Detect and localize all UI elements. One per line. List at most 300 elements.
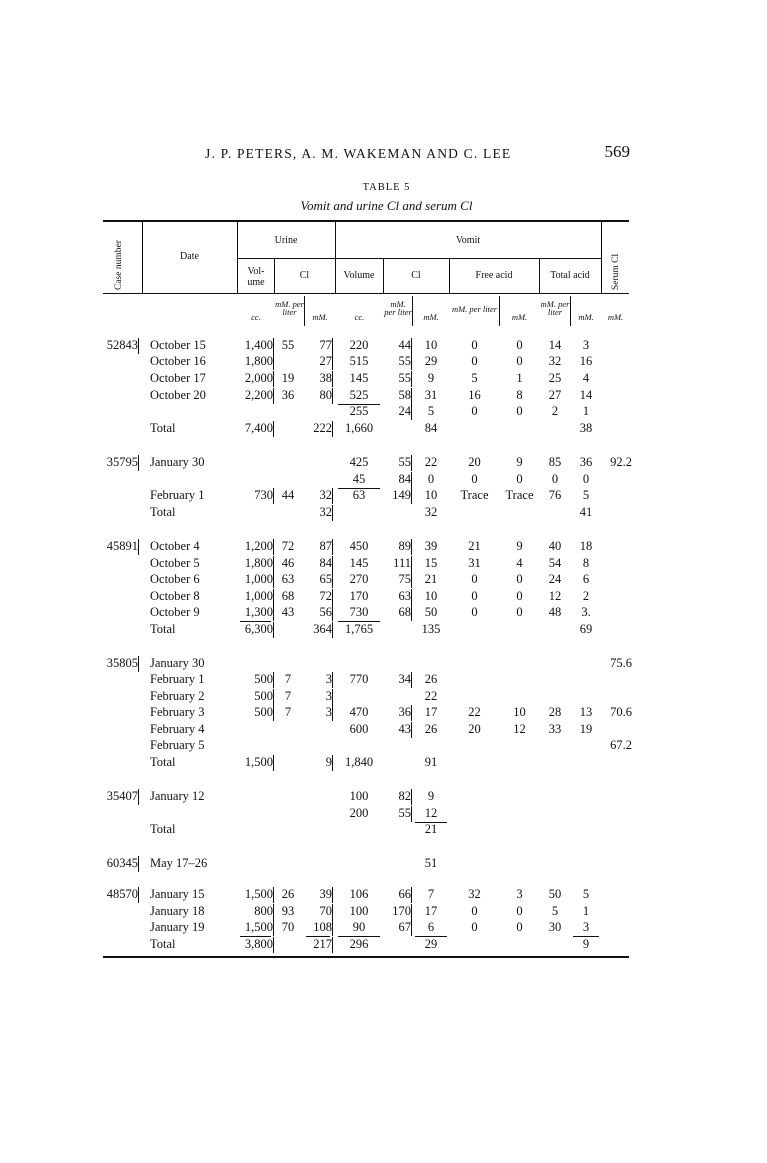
cell-uvol: 7,400 — [244, 421, 273, 435]
cell-rule — [273, 887, 274, 903]
cell-rule — [411, 556, 412, 572]
cell-fa: 8 — [516, 388, 523, 402]
table-row — [0, 572, 767, 588]
cell-rule — [138, 539, 139, 555]
cell-rule — [411, 920, 412, 936]
table-row — [0, 656, 767, 672]
cell-ucl-l: 70 — [281, 920, 295, 934]
cell-ta: 41 — [579, 505, 593, 519]
cell-date: January 12 — [150, 789, 205, 803]
cell-rule — [273, 622, 274, 638]
cell-ta: 6 — [582, 572, 590, 586]
header-serum-cl: Serum Cl — [611, 253, 621, 290]
cell-uvol: 1,000 — [244, 572, 273, 586]
cell-ta-l: 76 — [548, 488, 562, 502]
cell-fa: 9 — [516, 455, 523, 469]
cell-ta-l: 48 — [548, 605, 562, 619]
cell-date: Total — [150, 505, 176, 519]
cell-vcl: 84 — [424, 421, 438, 435]
table-row — [0, 705, 767, 721]
cell-ucl: 32 — [319, 488, 332, 502]
header-vomit: Vomit — [455, 235, 481, 246]
cell-fa-l: 31 — [468, 556, 481, 570]
cell-ucl-l: 72 — [281, 539, 295, 553]
unit-mm: mM. — [607, 312, 624, 322]
cell-ucl: 108 — [313, 920, 332, 934]
cell-ucl-l: 46 — [281, 556, 295, 570]
cell-vcl: 12 — [424, 806, 438, 820]
cell-ucl: 3 — [325, 689, 332, 703]
cell-ta-l: 27 — [548, 388, 562, 402]
cell-rule — [332, 904, 333, 920]
table-row — [0, 605, 767, 621]
cell-ta-l: 2 — [551, 404, 559, 418]
cell-ucl-l: 55 — [281, 338, 295, 352]
cell-ta: 13 — [579, 705, 593, 719]
col-rule — [499, 296, 500, 326]
col-rule — [601, 221, 602, 293]
cell-vcl: 17 — [424, 904, 438, 918]
cell-vcl: 9 — [427, 789, 435, 803]
cell-rule — [273, 388, 274, 404]
cell-ucl: 39 — [319, 887, 332, 901]
col-rule — [335, 221, 336, 293]
cell-rule — [411, 388, 412, 404]
cell-ucl: 70 — [319, 904, 332, 918]
cell-rule — [332, 388, 333, 404]
table-row — [0, 806, 767, 822]
cell-fa-l: 0 — [471, 354, 478, 368]
unit-mm: mM. — [578, 312, 594, 322]
cell-serum: 67.2 — [610, 738, 632, 752]
cell-vvol: 1,660 — [344, 421, 374, 435]
table-row — [0, 488, 767, 504]
cell-ucl-l: 7 — [284, 705, 292, 719]
cell-vcl: 22 — [424, 455, 438, 469]
cell-fa-l: 5 — [471, 371, 478, 385]
cell-rule — [411, 789, 412, 805]
cell-rule — [332, 689, 333, 705]
header-urine: Urine — [274, 235, 298, 246]
cell-rule — [411, 806, 412, 822]
cell-fa: 0 — [516, 338, 523, 352]
cell-vcl-l: 43 — [398, 722, 411, 736]
cell-date: October 5 — [150, 556, 200, 570]
cell-rule — [138, 455, 139, 471]
cell-ta: 18 — [579, 539, 593, 553]
cell-date: Total — [150, 421, 176, 435]
table-row — [0, 622, 767, 638]
cell-vvol: 145 — [349, 556, 369, 570]
cell-fa: 3 — [516, 887, 523, 901]
cell-ucl: 56 — [319, 605, 332, 619]
cell-vcl-l: 89 — [398, 539, 411, 553]
cell-date: May 17–26 — [150, 856, 208, 870]
cell-vcl-l: 55 — [398, 371, 411, 385]
cell-rule — [411, 404, 412, 420]
cell-rule — [273, 937, 274, 953]
cell-case: 45891 — [106, 539, 138, 553]
cell-case: 35407 — [106, 789, 138, 803]
cell-fa-l: 0 — [471, 904, 478, 918]
cell-date: Total — [150, 822, 176, 836]
cell-date: January 30 — [150, 455, 205, 469]
cell-ta: 36 — [579, 455, 593, 469]
table-caption: Vomit and urine Cl and serum Cl — [300, 198, 473, 213]
cell-ta-l: 25 — [548, 371, 562, 385]
header-free-acid: Free acid — [475, 270, 513, 281]
cell-rule — [332, 622, 333, 638]
cell-fa: 1 — [516, 371, 523, 385]
cell-rule — [332, 937, 333, 953]
cell-fa-l: 22 — [468, 705, 481, 719]
cell-vcl-l: 67 — [398, 920, 411, 934]
cell-ucl-l: 43 — [281, 605, 295, 619]
cell-vvol: 270 — [349, 572, 369, 586]
cell-rule — [332, 572, 333, 588]
cell-fa-l: 0 — [471, 572, 478, 586]
cell-uvol: 730 — [254, 488, 273, 502]
header-rule — [103, 293, 629, 294]
cell-rule — [273, 338, 274, 354]
table-row — [0, 388, 767, 404]
cell-ta-l: 24 — [548, 572, 562, 586]
cell-date: January 19 — [150, 920, 205, 934]
cell-vcl: 31 — [424, 388, 438, 402]
cell-vcl: 5 — [427, 404, 435, 418]
cell-vvol: 470 — [349, 705, 369, 719]
cell-fa-l: 0 — [471, 472, 478, 486]
cell-vcl-l: 82 — [398, 789, 411, 803]
cell-vcl: 15 — [424, 556, 438, 570]
table-row — [0, 404, 767, 420]
table-top-rule — [103, 220, 629, 222]
cell-rule — [273, 539, 274, 555]
cell-uvol: 3,800 — [244, 937, 273, 951]
cell-uvol: 1,200 — [244, 539, 273, 553]
cell-ucl: 87 — [319, 539, 332, 553]
cell-ta: 3 — [582, 338, 590, 352]
cell-vcl-l: 34 — [398, 672, 411, 686]
cell-vcl: 29 — [424, 354, 438, 368]
cell-fa: 0 — [516, 589, 523, 603]
cell-vcl: 91 — [424, 755, 438, 769]
cell-uvol: 500 — [254, 689, 273, 703]
cell-rule — [411, 705, 412, 721]
running-header-authors: J. P. PETERS, A. M. WAKEMAN AND C. LEE — [205, 146, 512, 161]
cell-ta-l: 14 — [548, 338, 562, 352]
table-row — [0, 738, 767, 754]
cell-vcl-l: 66 — [398, 887, 411, 901]
cell-vcl: 7 — [427, 887, 435, 901]
cell-vvol: 730 — [349, 605, 369, 619]
table-row — [0, 722, 767, 738]
table-row — [0, 354, 767, 370]
cell-vcl: 10 — [424, 589, 438, 603]
cell-fa: 0 — [516, 920, 523, 934]
cell-vcl: 51 — [424, 856, 438, 870]
cell-fa-l: 0 — [471, 589, 478, 603]
cell-rule — [411, 338, 412, 354]
cell-vvol: 200 — [349, 806, 369, 820]
table-row — [0, 556, 767, 572]
cell-vvol: 1,765 — [344, 622, 374, 636]
cell-vcl-l: 36 — [398, 705, 411, 719]
cell-ucl: 77 — [319, 338, 332, 352]
table-row — [0, 789, 767, 805]
header-case-number: Case number — [114, 240, 124, 290]
cell-rule — [332, 338, 333, 354]
table-row — [0, 472, 767, 488]
cell-date: October 9 — [150, 605, 200, 619]
cell-ta-l: 30 — [548, 920, 562, 934]
table-row — [0, 672, 767, 688]
cell-rule — [273, 488, 274, 504]
table-row — [0, 505, 767, 521]
cell-ta: 5 — [582, 488, 590, 502]
cell-rule — [273, 589, 274, 605]
cell-rule — [273, 920, 274, 936]
cell-ta-l: 12 — [548, 589, 562, 603]
cell-ucl-l: 93 — [281, 904, 295, 918]
header-vomit-volume: Volume — [343, 270, 375, 281]
cell-date: October 15 — [150, 338, 206, 352]
cell-vcl-l: 68 — [398, 605, 411, 619]
cell-uvol: 1,800 — [244, 354, 273, 368]
cell-vvol: 1,840 — [344, 755, 374, 769]
cell-ucl: 217 — [313, 937, 332, 951]
cell-rule — [273, 371, 274, 387]
unit-cc: cc. — [251, 312, 261, 322]
col-rule — [412, 296, 413, 326]
cell-vcl: 6 — [427, 920, 435, 934]
cell-ucl-l: 19 — [281, 371, 295, 385]
cell-uvol: 1,400 — [244, 338, 273, 352]
header-urine-volume: Vol-ume — [247, 266, 265, 288]
cell-ucl: 364 — [313, 622, 332, 636]
cell-vcl: 10 — [424, 338, 438, 352]
cell-rule — [332, 354, 333, 370]
cell-rule — [411, 887, 412, 903]
cell-rule — [273, 556, 274, 572]
cell-vcl-l: 111 — [393, 556, 411, 570]
cell-vcl: 26 — [424, 672, 438, 686]
table-bottom-rule — [103, 956, 629, 958]
cell-date: February 5 — [150, 738, 205, 752]
cell-vcl-l: 149 — [392, 488, 411, 502]
cell-ucl-l: 44 — [281, 488, 295, 502]
cell-rule — [332, 605, 333, 621]
table-row — [0, 338, 767, 354]
cell-ta-l: 5 — [551, 904, 559, 918]
table-row — [0, 920, 767, 936]
cell-vcl: 26 — [424, 722, 438, 736]
cell-ucl: 84 — [319, 556, 332, 570]
col-rule — [570, 296, 571, 326]
cell-uvol: 500 — [254, 705, 273, 719]
cell-vvol: 145 — [349, 371, 369, 385]
cell-fa: 0 — [516, 472, 523, 486]
cell-rule — [273, 572, 274, 588]
col-rule — [304, 296, 305, 326]
cell-rule — [411, 455, 412, 471]
cell-ta: 9 — [582, 937, 590, 951]
cell-rule — [273, 354, 274, 370]
cell-vvol: 600 — [349, 722, 369, 736]
cell-uvol: 800 — [254, 904, 273, 918]
cell-ucl: 72 — [319, 589, 332, 603]
cell-vvol: 296 — [349, 937, 369, 951]
cell-rule — [332, 589, 333, 605]
cell-rule — [138, 789, 139, 805]
table-row — [0, 904, 767, 920]
cell-vcl-l: 63 — [398, 589, 411, 603]
cell-fa: 0 — [516, 354, 523, 368]
cell-date: January 18 — [150, 904, 205, 918]
cell-fa-l: Trace — [460, 488, 489, 502]
cell-rule — [411, 354, 412, 370]
cell-rule — [332, 556, 333, 572]
cell-rule — [332, 920, 333, 936]
cell-rule — [411, 539, 412, 555]
cell-date: October 20 — [150, 388, 206, 402]
cell-date: February 1 — [150, 672, 205, 686]
cell-uvol: 500 — [254, 672, 273, 686]
cell-uvol: 1,800 — [244, 556, 273, 570]
table-row — [0, 371, 767, 387]
cell-ucl: 3 — [325, 705, 332, 719]
cell-fa-l: 0 — [471, 338, 478, 352]
cell-ta-l: 54 — [548, 556, 562, 570]
cell-vcl: 29 — [424, 937, 438, 951]
cell-ta: 14 — [579, 388, 593, 402]
cell-rule — [332, 505, 333, 521]
cell-fa: 9 — [516, 539, 523, 553]
cell-ta: 0 — [582, 472, 590, 486]
cell-vcl: 0 — [427, 472, 435, 486]
cell-ta-l: 50 — [548, 887, 562, 901]
cell-serum: 92.2 — [610, 455, 632, 469]
cell-vvol: 770 — [349, 672, 369, 686]
cell-vcl: 32 — [424, 505, 438, 519]
cell-rule — [273, 672, 274, 688]
cell-ucl-l: 7 — [284, 672, 292, 686]
cell-vcl-l: 24 — [398, 404, 411, 418]
cell-ta: 8 — [582, 556, 590, 570]
cell-fa-l: 0 — [471, 605, 478, 619]
header-total-acid: Total acid — [550, 270, 590, 281]
unit-mm-per-liter: mM. per liter — [384, 299, 412, 317]
cell-fa: 0 — [516, 904, 523, 918]
cell-vcl-l: 55 — [398, 354, 411, 368]
cell-vcl: 135 — [421, 622, 441, 636]
cell-fa-l: 20 — [468, 722, 481, 736]
cell-fa: Trace — [505, 488, 534, 502]
cell-vcl-l: 58 — [398, 388, 411, 402]
cell-uvol: 1,300 — [244, 605, 273, 619]
cell-uvol: 1,500 — [244, 920, 273, 934]
cell-rule — [332, 539, 333, 555]
cell-ta: 1 — [582, 904, 590, 918]
cell-rule — [332, 705, 333, 721]
cell-fa: 0 — [516, 404, 523, 418]
unit-mm: mM. — [423, 312, 439, 322]
cell-date: Total — [150, 622, 176, 636]
cell-vvol: 106 — [349, 887, 369, 901]
cell-ta: 4 — [582, 371, 590, 385]
cell-rule — [138, 338, 139, 354]
cell-vvol: 100 — [349, 789, 369, 803]
cell-vcl: 9 — [427, 371, 435, 385]
cell-serum: 70.6 — [610, 705, 632, 719]
table-row — [0, 689, 767, 705]
cell-vcl: 21 — [424, 572, 438, 586]
cell-rule — [273, 904, 274, 920]
cell-ta-l: 28 — [548, 705, 562, 719]
cell-ta: 3 — [582, 920, 590, 934]
cell-vvol: 170 — [349, 589, 369, 603]
cell-rule — [273, 421, 274, 437]
cell-date: January 30 — [150, 656, 205, 670]
cell-vvol: 45 — [352, 472, 366, 486]
unit-mm: mM. — [312, 312, 328, 322]
cell-ta: 19 — [579, 722, 593, 736]
cell-case: 52843 — [106, 338, 138, 352]
cell-ta-l: 32 — [548, 354, 562, 368]
cell-uvol: 1,000 — [244, 589, 273, 603]
cell-ta-l: 33 — [548, 722, 562, 736]
cell-vvol: 255 — [349, 404, 369, 418]
cell-rule — [332, 755, 333, 771]
cell-vvol: 525 — [349, 388, 369, 402]
cell-rule — [411, 904, 412, 920]
cell-rule — [332, 887, 333, 903]
cell-ta-l: 0 — [551, 472, 559, 486]
cell-ucl: 9 — [325, 755, 332, 769]
cell-vvol: 425 — [349, 455, 369, 469]
cell-rule — [332, 672, 333, 688]
cell-fa: 12 — [513, 722, 526, 736]
cell-date: Total — [150, 937, 176, 951]
cell-vcl-l: 75 — [398, 572, 411, 586]
cell-ta-l: 85 — [548, 455, 562, 469]
table-row — [0, 856, 767, 872]
cell-vvol: 100 — [349, 904, 369, 918]
header-vomit-cl: Cl — [411, 270, 421, 281]
cell-uvol: 2,200 — [244, 388, 273, 402]
cell-rule — [138, 887, 139, 903]
cell-case: 48570 — [106, 887, 138, 901]
unit-cc: cc. — [354, 312, 365, 322]
cell-rule — [273, 705, 274, 721]
header-date: Date — [180, 251, 199, 262]
cell-ta: 3. — [581, 605, 591, 619]
cell-vcl-l: 55 — [398, 806, 411, 820]
cell-uvol: 6,300 — [244, 622, 273, 636]
cell-vcl: 17 — [424, 705, 438, 719]
cell-fa-l: 32 — [468, 887, 481, 901]
unit-mm: mM. — [511, 312, 528, 322]
cell-vcl-l: 44 — [398, 338, 411, 352]
cell-date: February 2 — [150, 689, 205, 703]
header-urine-cl: Cl — [299, 270, 310, 281]
cell-rule — [138, 856, 139, 872]
cell-date: October 6 — [150, 572, 200, 586]
cell-rule — [332, 421, 333, 437]
cell-vvol: 450 — [349, 539, 369, 553]
cell-vcl: 10 — [424, 488, 438, 502]
table-label: TABLE 5 — [362, 182, 411, 193]
